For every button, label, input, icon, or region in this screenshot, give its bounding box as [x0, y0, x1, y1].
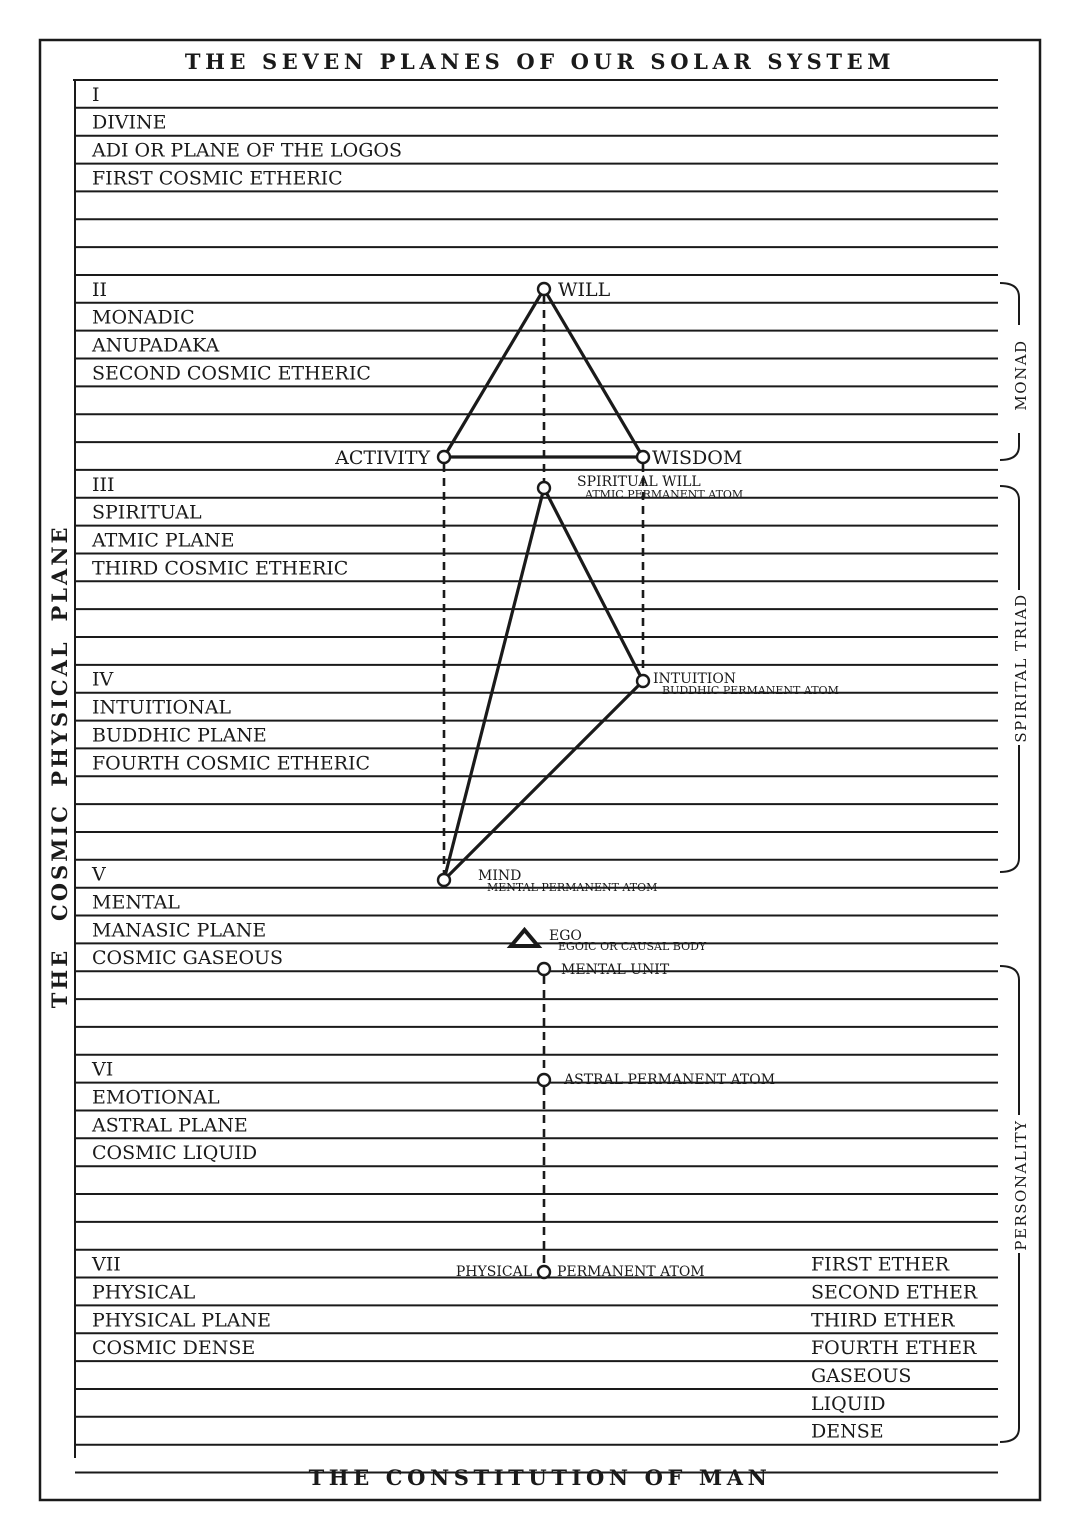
mental-unit-node	[538, 963, 550, 975]
plane-name: PHYSICAL	[92, 1281, 196, 1304]
wisdom-node	[637, 451, 649, 463]
mind-sublabel: MENTAL PERMANENT ATOM	[487, 881, 658, 894]
plane-name: BUDDHIC PLANE	[92, 724, 267, 747]
diagram-title: THE SEVEN PLANES OF OUR SOLAR SYSTEM	[184, 49, 896, 74]
plane-name: COSMIC GASEOUS	[92, 947, 284, 970]
plane-numeral: IV	[92, 668, 114, 691]
node-labels	[334, 279, 839, 1280]
physical-atom-label-left: PHYSICAL	[455, 1264, 532, 1280]
plane-name: SPIRITUAL	[92, 501, 202, 524]
subplane-name: DENSE	[811, 1420, 884, 1443]
plane-name: ADI OR PLANE OF THE LOGOS	[92, 139, 402, 162]
plane-labels	[91, 84, 978, 1443]
diagram-footer: THE CONSTITUTION OF MAN	[308, 1465, 772, 1490]
plane-name: ATMIC PLANE	[92, 529, 235, 552]
will-node	[538, 283, 550, 295]
plane-numeral: V	[92, 863, 106, 886]
plane-name: MENTAL	[92, 891, 180, 914]
ego-label: EGO	[549, 928, 582, 944]
spiritual-will-label: SPIRITUAL WILL	[577, 474, 701, 490]
plane-name: EMOTIONAL	[92, 1086, 220, 1109]
plane-name: THIRD COSMIC ETHERIC	[92, 557, 349, 580]
side-label-plane: PLANE	[47, 524, 72, 622]
plane-numeral: III	[92, 473, 115, 496]
plane-numeral: II	[92, 278, 108, 301]
personality-label: PERSONALITY	[1012, 1119, 1030, 1251]
intuition-label: INTUITION	[653, 671, 737, 687]
intuition-node	[637, 675, 649, 687]
right-brackets	[1000, 283, 1030, 1442]
subplane-name: FOURTH ETHER	[811, 1337, 977, 1360]
subplane-name: SECOND ETHER	[811, 1281, 978, 1304]
subplane-name: THIRD ETHER	[811, 1309, 955, 1332]
plane-name: MONADIC	[92, 306, 195, 329]
plane-numeral: VII	[92, 1253, 121, 1276]
astral-atom-node	[538, 1074, 550, 1086]
plane-name: PHYSICAL PLANE	[92, 1309, 271, 1332]
plane-name: FOURTH COSMIC ETHERIC	[92, 752, 371, 775]
plane-name: DIVINE	[92, 111, 167, 134]
triad-spiritual-to-intuition	[544, 488, 643, 681]
astral-atom-label: ASTRAL PERMANENT ATOM	[564, 1072, 776, 1088]
plane-name: COSMIC LIQUID	[92, 1142, 258, 1165]
plane-name: ANUPADAKA	[92, 334, 220, 357]
triad-intuition-to-mind	[444, 681, 643, 880]
physical-atom-node	[538, 1266, 550, 1278]
plane-name: INTUITIONAL	[92, 696, 232, 719]
monad-left-edge	[444, 289, 544, 457]
side-label-physical: PHYSICAL	[47, 639, 72, 787]
subplane-name: LIQUID	[811, 1392, 886, 1415]
spiritual-will-node	[538, 482, 550, 494]
spiritual-will-sublabel: ATMIC PERMANENT ATOM	[585, 488, 744, 501]
subplane-name: GASEOUS	[811, 1365, 912, 1387]
ego-triangle-icon	[511, 930, 538, 946]
plane-name: FIRST COSMIC ETHERIC	[92, 167, 343, 190]
intuition-sublabel: BUDDHIC PERMANENT ATOM	[662, 684, 839, 697]
will-label: WILL	[558, 279, 611, 301]
triangles	[444, 289, 643, 880]
wisdom-label: WISDOM	[652, 447, 743, 469]
monad-right-edge	[544, 289, 643, 457]
plane-name: MANASIC PLANE	[92, 919, 267, 942]
mental-unit-label: MENTAL UNIT	[561, 962, 670, 978]
triad-spiritual-to-mind	[444, 488, 544, 880]
ego-sublabel: EGOIC OR CAUSAL BODY	[558, 940, 707, 953]
side-label	[47, 524, 72, 1008]
plane-name: SECOND COSMIC ETHERIC	[92, 362, 371, 385]
subplane-name: FIRST ETHER	[811, 1253, 950, 1276]
side-label-the: THE	[47, 947, 72, 1009]
mind-node	[438, 874, 450, 886]
plane-numeral: I	[92, 83, 100, 106]
plane-name: ASTRAL PLANE	[92, 1114, 248, 1137]
mind-label: MIND	[478, 868, 522, 884]
plane-name: COSMIC DENSE	[92, 1337, 256, 1360]
spiritual-triad-label: SPIRITAL TRIAD	[1012, 593, 1030, 743]
activity-label: ACTIVITY	[335, 447, 430, 469]
side-label-cosmic: COSMIC	[47, 803, 72, 921]
activity-node	[438, 451, 450, 463]
monad-label: MONAD	[1012, 339, 1030, 411]
physical-atom-label-right: PERMANENT ATOM	[557, 1264, 705, 1280]
plane-numeral: VI	[92, 1058, 114, 1081]
